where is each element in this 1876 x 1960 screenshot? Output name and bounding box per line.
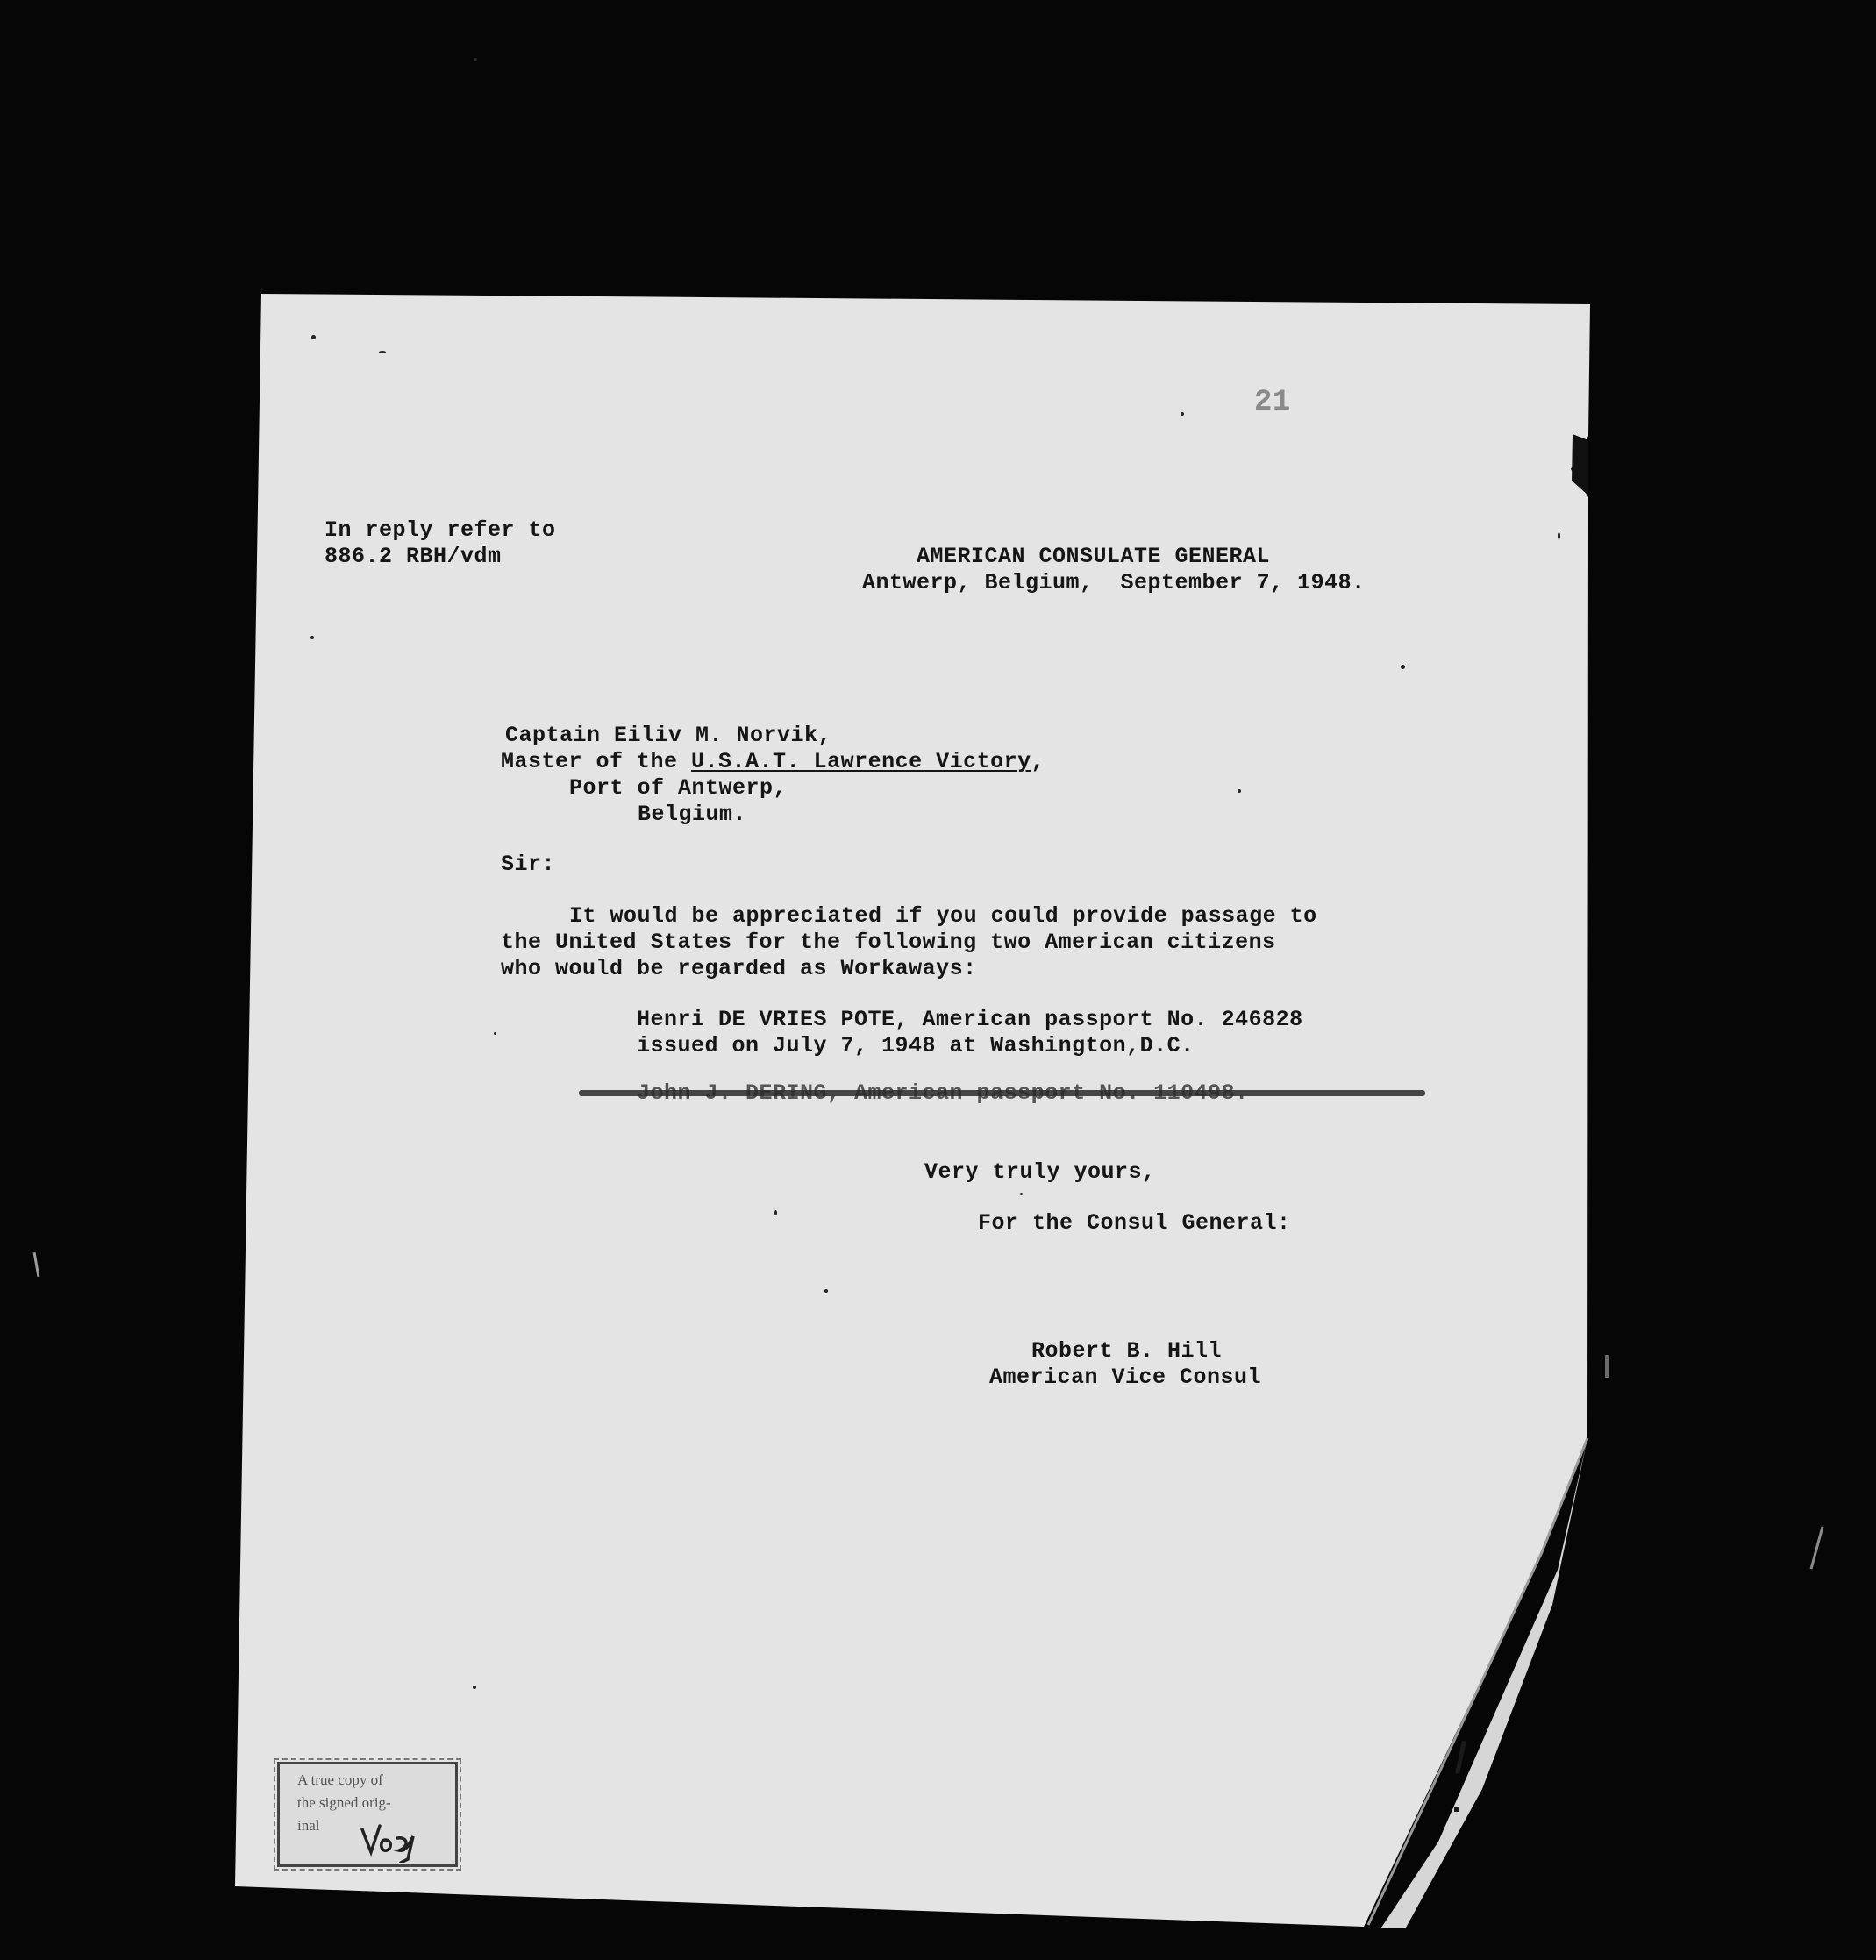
addressee-line-2-suffix: , [1031, 749, 1045, 774]
margin-mark [1454, 1807, 1459, 1812]
body-line-3: who would be regarded as Workaways: [501, 956, 977, 981]
salutation: Sir: [501, 852, 556, 877]
stamp-line-3: inal [297, 1817, 320, 1834]
passenger-line-1: Henri DE VRIES POTE, American passport No. 246828 [637, 1007, 1303, 1032]
reference-line-1: In reply refer to [325, 517, 556, 543]
speck [473, 1686, 476, 1689]
speck [824, 1289, 828, 1293]
body-line-2: the United States for the following two American citizens [501, 930, 1276, 955]
addressee-line-2-prefix: Master of the [501, 749, 692, 774]
speck [379, 351, 386, 353]
vessel-name: U.S.A.T. Lawrence Victory [691, 749, 1031, 774]
speck [311, 335, 316, 339]
speck [1238, 789, 1241, 793]
signatory-name: Robert B. Hill [1031, 1338, 1223, 1364]
body-line-1: It would be appreciated if you could provide passage to [569, 903, 1317, 929]
stamp-line-1: A true copy of [297, 1771, 383, 1788]
signatory-title: American Vice Consul [989, 1365, 1262, 1390]
addressee-line-1: Captain Eiliv M. Norvik, [505, 723, 832, 748]
passenger-line-2: issued on July 7, 1948 at Washington,D.C. [637, 1033, 1195, 1058]
reference-line-2: 886.2 RBH/vdm [325, 544, 502, 569]
speck [1181, 412, 1184, 416]
stamp-line-2: the signed orig- [297, 1794, 391, 1811]
page-number: 21 [1254, 386, 1291, 419]
addressee-line-4: Belgium. [638, 802, 747, 827]
letterhead-office: AMERICAN CONSULATE GENERAL [917, 544, 1271, 569]
speck [310, 636, 314, 639]
speck [1558, 532, 1560, 539]
true-copy-stamp [277, 1762, 458, 1867]
speck [1401, 665, 1405, 669]
handwritten-initials [359, 1814, 438, 1863]
letterhead-place-date: Antwerp, Belgium, September 7, 1948. [862, 570, 1366, 595]
addressee-line-3: Port of Antwerp, [569, 775, 788, 801]
margin-mark [1605, 1355, 1609, 1378]
closing-complimentary: Very truly yours, [924, 1159, 1156, 1185]
strikethrough-mark [579, 1090, 1425, 1096]
speck [774, 1210, 777, 1215]
speck [474, 58, 477, 61]
speck [1020, 1193, 1023, 1195]
closing-for-line: For the Consul General: [978, 1210, 1291, 1236]
addressee-line-2 [501, 749, 1045, 775]
speck [494, 1032, 496, 1035]
